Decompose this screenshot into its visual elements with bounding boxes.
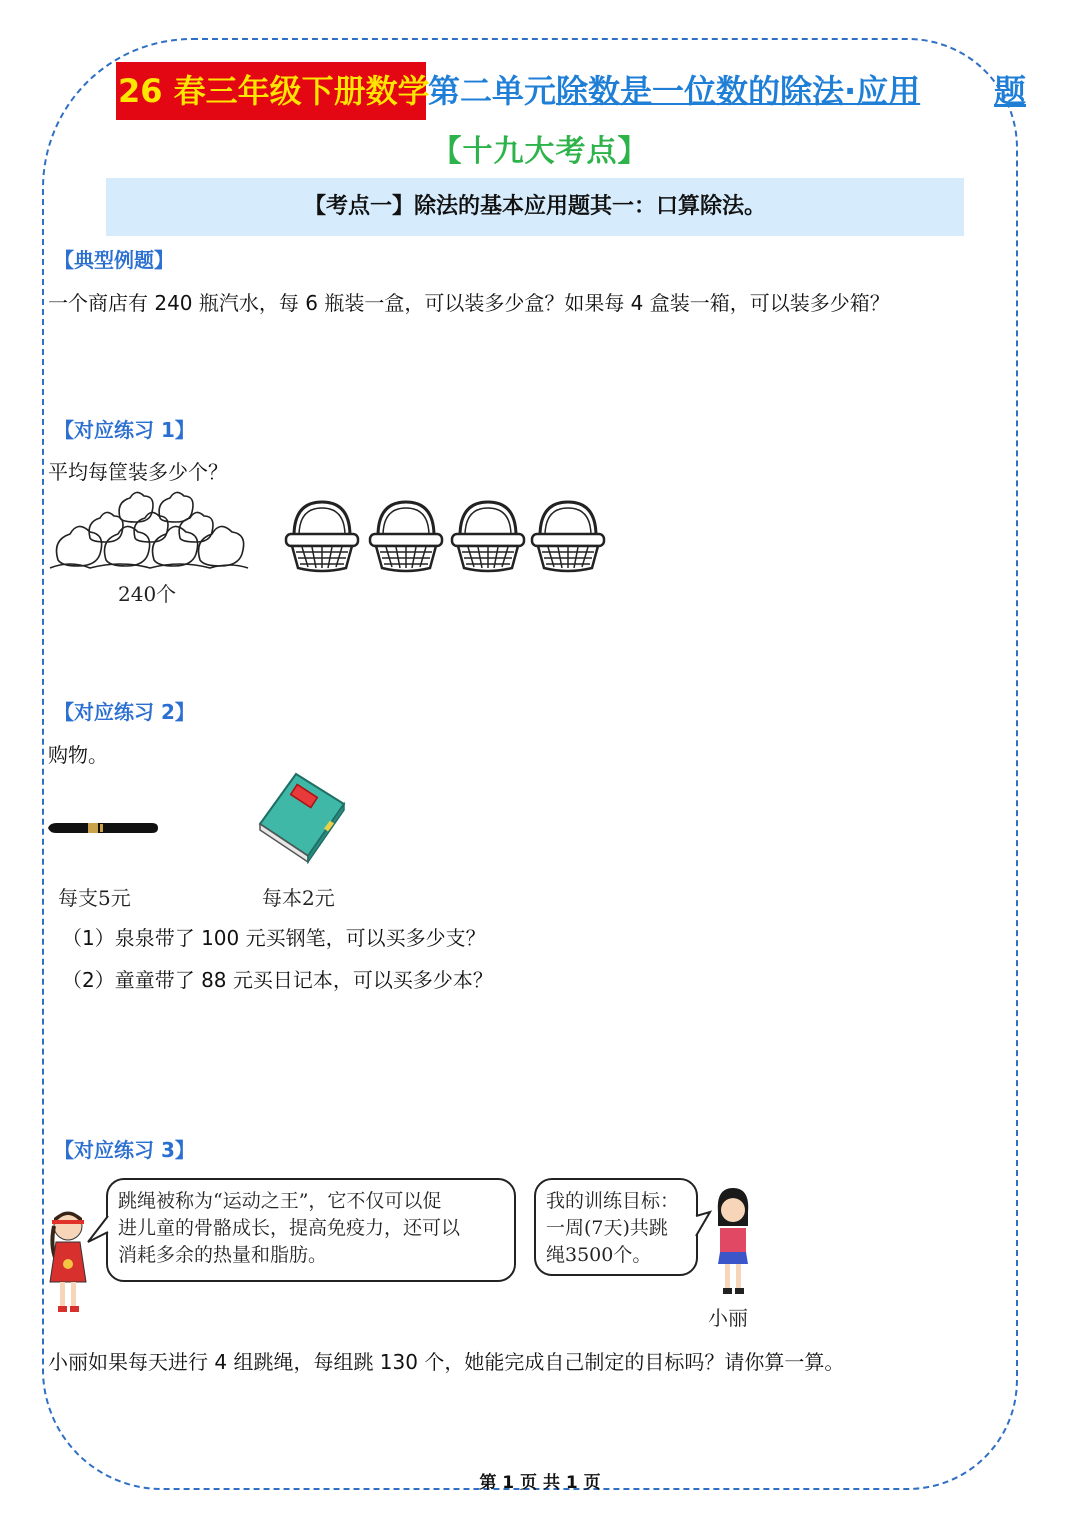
bubble-left-line: 消耗多余的热量和脂肪。 [118, 1244, 328, 1266]
practice3-tag: 【对应练习 3】 [54, 1138, 195, 1162]
basket-icon [452, 502, 524, 571]
page-subtitle: 【十九大考点】 [431, 134, 649, 169]
practice3-question: 小丽如果每天进行 4 组跳绳，每组跳 130 个，她能完成自己制定的目标吗？请你算一算。 [48, 1350, 845, 1374]
page-title [116, 62, 1036, 120]
practice2-tag: 【对应练习 2】 [54, 700, 195, 724]
bubble-left-line: 跳绳被称为“运动之王”，它不仅可以促 [118, 1190, 442, 1212]
bubble-right-tail [694, 1212, 714, 1248]
kaodian-heading: 【考点一】除法的基本应用题其一：口算除法。 [106, 178, 964, 236]
title-unit-topic: 除数是一位数的除法·应用 [556, 72, 921, 110]
peach-pile-icon [50, 488, 250, 576]
bubble-right-line: 绳3500个。 [546, 1244, 652, 1266]
speech-bubble-right [534, 1178, 698, 1276]
practice1-question: 平均每筐装多少个？ [48, 460, 228, 484]
practice2-sub2: （2）童童带了 88 元买日记本，可以买多少本？ [62, 968, 493, 992]
basket-icon [532, 502, 604, 571]
book-caption: 每本2元 [262, 886, 335, 910]
pen-caption: 每支5元 [58, 886, 131, 910]
bubble-left-line: 进儿童的骨骼成长，提高免疫力，还可以 [118, 1217, 461, 1239]
pen-icon [48, 818, 158, 838]
practice2-sub1: （1）泉泉带了 100 元买钢笔，可以买多少支？ [62, 926, 486, 950]
basket-row [284, 500, 604, 576]
girl-xiaoli-icon [712, 1188, 754, 1300]
girl-name-label: 小丽 [708, 1306, 748, 1330]
basket-icon [370, 502, 442, 571]
title-grade: 26 春三年级下册数学 [116, 62, 426, 120]
bubble-right-line: 一周(7天)共跳 [546, 1217, 668, 1239]
practice2-question: 购物。 [48, 743, 108, 767]
example-question: 一个商店有 240 瓶汽水，每 6 瓶装一盒，可以装多少盒？如果每 4 盒装一箱，可以装多少箱？ [48, 291, 890, 315]
title-tail: 题 [994, 72, 1027, 110]
practice1-tag: 【对应练习 1】 [54, 418, 195, 442]
bubble-left-tail [86, 1212, 110, 1252]
bubble-right-line: 我的训练目标： [546, 1190, 680, 1212]
peach-caption: 240个 [118, 582, 177, 606]
basket-icon [286, 502, 358, 571]
title-unit [428, 62, 920, 120]
page-footer: 第 1 页 共 1 页 [479, 1473, 601, 1493]
example-tag: 【典型例题】 [54, 248, 174, 272]
speech-bubble-left [106, 1178, 516, 1282]
book-icon [256, 770, 348, 862]
girl-left-icon [46, 1206, 90, 1318]
title-unit-plain: 第二单元 [428, 72, 557, 110]
